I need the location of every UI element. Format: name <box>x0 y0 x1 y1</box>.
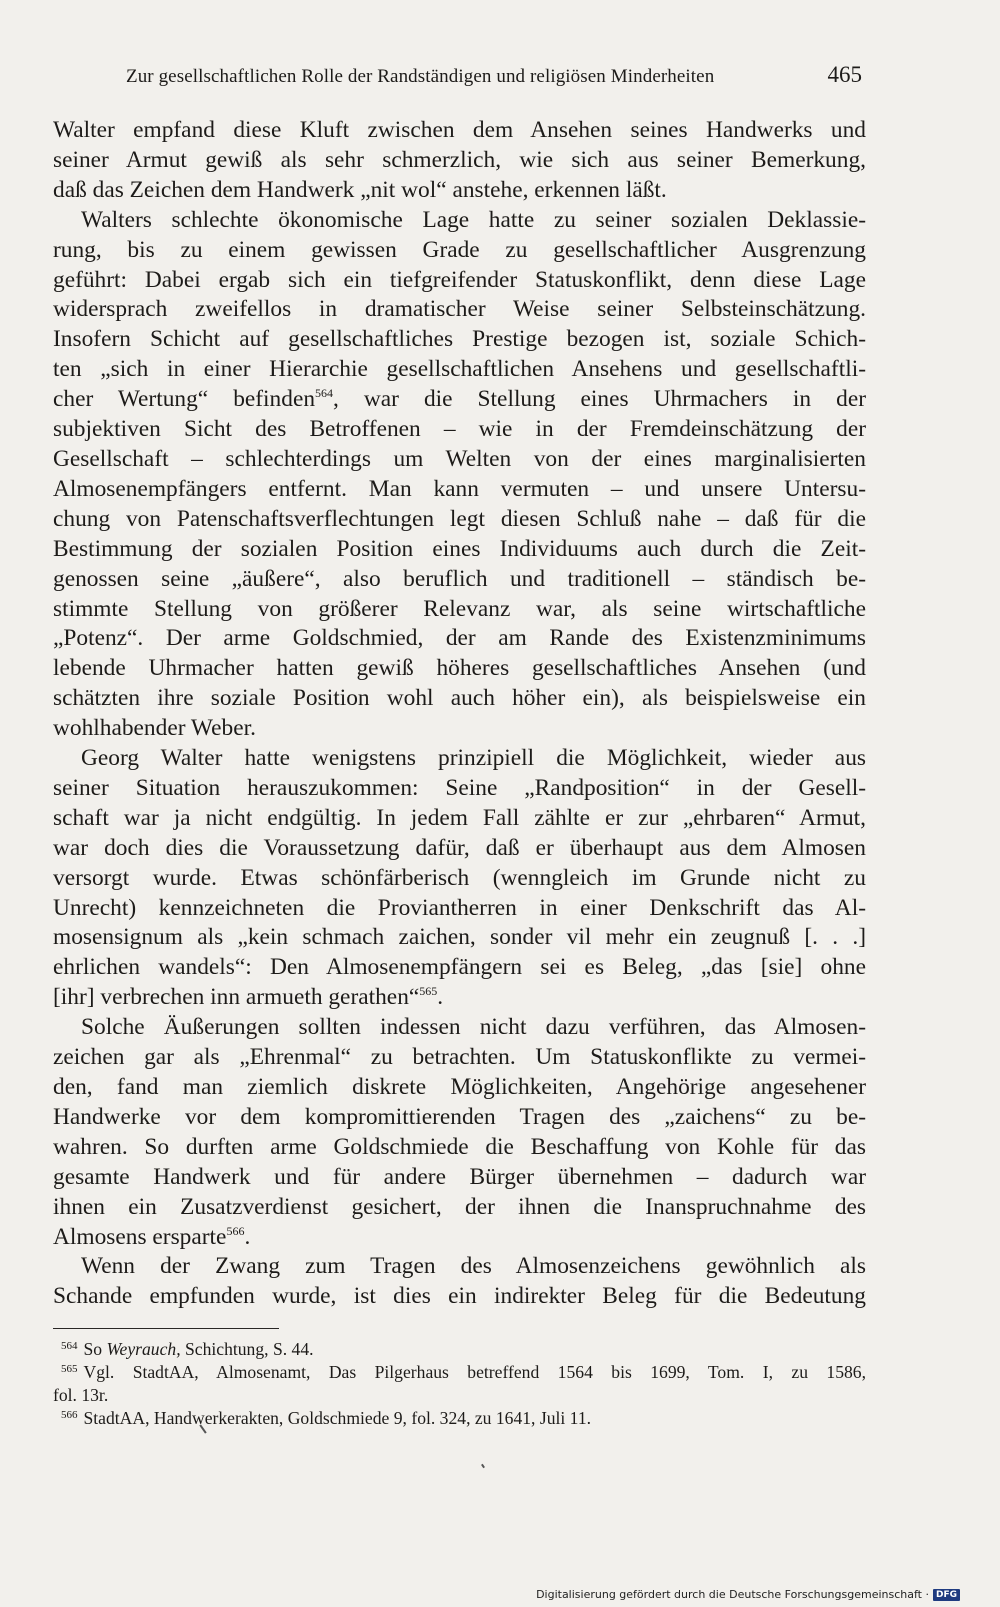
footnote-565-continued: fol. 13r. <box>53 1385 109 1405</box>
text-line: seiner Armut gewiß als sehr schmerzlich, wie sich aus seiner Bemerkung, <box>53 146 866 173</box>
paragraph-3 <box>53 744 866 1013</box>
text-line <box>53 983 866 1013</box>
footer-credit <box>536 1588 960 1601</box>
text-segment: [ihr] verbrechen inn armueth gerathen“ <box>53 984 420 1011</box>
text-line: chung von Patenschaftsverflechtungen legt diesen Schluß nahe – daß für die <box>53 505 866 532</box>
footnote-ref-564[interactable]: 564 <box>315 386 334 401</box>
text-line: Wenn der Zwang zum Tragen des Almosenzeichens gewöhnlich als <box>81 1253 866 1280</box>
text-line: lebende Uhrmacher hatten gewiß höheres gesellschaftliches Ansehen (und <box>53 655 866 682</box>
footnote-text: Schichtung, S. 44. <box>180 1339 314 1359</box>
text-line: Solche Äußerungen sollten indessen nicht dazu verführen, das Almosen- <box>81 1014 866 1041</box>
text-segment: . <box>437 984 444 1011</box>
text-line: Almosenempfängers entfernt. Man kann vermuten – und unsere Untersu- <box>53 475 866 502</box>
footnote-ref-565[interactable]: 565 <box>419 984 438 999</box>
text-segment: , war die Stellung eines Uhrmachers in der <box>333 386 866 413</box>
footnote-text: Vgl. StadtAA, Almosenamt, Das Pilgerhaus betreffend 1564 bis 1699, Tom. I, zu 1586, <box>83 1362 866 1382</box>
text-segment: . <box>244 1223 251 1250</box>
dfg-logo: DFG <box>933 1589 960 1601</box>
text-line: Gesellschaft – schlechterdings um Welten von der eines marginalisierten <box>53 445 866 472</box>
text-line: war doch dies die Voraussetzung dafür, daß er überhaupt aus dem Almosen <box>53 834 866 861</box>
text-line: mosensignum als „kein schmach zaichen, sonder vil mehr ein zeugnuß [. . .] <box>53 924 866 951</box>
footnote-rule <box>53 1328 279 1329</box>
text-line: Walter empfand diese Kluft zwischen dem Ansehen seines Handwerks und <box>53 117 866 143</box>
text-line: ehrlichen wandels“: Den Almosenempfängern sei es Beleg, „das [sie] ohne <box>53 954 866 981</box>
footnote-number: 564 <box>61 1340 78 1352</box>
text-line: Georg Walter hatte wenigstens prinzipiell die Möglichkeit, wieder aus <box>81 745 866 772</box>
footnote-ref-566[interactable]: 566 <box>226 1223 245 1238</box>
footnote-564 <box>53 1338 866 1361</box>
text-line: Schande empfunden wurde, ist dies ein indirekter Beleg für die Bedeutung <box>53 1283 866 1310</box>
body-text <box>53 116 866 1312</box>
text-line: geführt: Dabei ergab sich ein tiefgreifender Statuskonflikt, denn diese Lage <box>53 266 866 293</box>
text-line: schaft war ja nicht endgültig. In jedem Fall zählte er zur „ehrbaren“ Armut, <box>53 804 866 831</box>
text-line: Handwerke vor dem kompromittierenden Tragen des „zaichens“ zu be- <box>53 1103 866 1130</box>
text-line: gesamte Handwerk und für andere Bürger übernehmen – dadurch war <box>53 1163 866 1190</box>
page-number: 465 <box>827 62 862 87</box>
text-line: seiner Situation herauszukommen: Seine „Randposition“ in der Gesell- <box>53 774 866 801</box>
footnote-text: StadtAA, Handwerkerakten, Goldschmiede 9, fol. 324, zu 1641, Juli 11. <box>83 1408 592 1428</box>
paragraph-2 <box>53 206 866 744</box>
text-line: Unrecht) kennzeichneten die Proviantherren in einer Denkschrift das Al- <box>53 894 866 921</box>
footnote-number: 565 <box>61 1363 78 1375</box>
text-line: ten „sich in einer Hierarchie gesellschaftlichen Ansehens und gesellschaftli- <box>53 356 866 383</box>
text-line: stimmte Stellung von größerer Relevanz war, als seine wirtschaftliche <box>53 595 866 622</box>
scan-speck <box>481 1464 485 1468</box>
footnote-566 <box>53 1407 866 1430</box>
text-line: wohlhabender Weber. <box>53 715 256 742</box>
text-segment: Almosens ersparte <box>53 1223 227 1250</box>
text-line: „Potenz“. Der arme Goldschmied, der am Rande des Existenzminimums <box>53 625 866 652</box>
footnote-text: So <box>83 1339 107 1359</box>
footnotes <box>53 1338 866 1430</box>
footnote-number: 566 <box>61 1409 78 1421</box>
footnote-author: Weyrauch, <box>106 1339 181 1359</box>
text-line: Walters schlechte ökonomische Lage hatte zu seiner sozialen Deklassie- <box>81 206 866 233</box>
text-line: versorgt wurde. Etwas schönfärberisch (wenngleich im Grunde nicht zu <box>53 864 866 891</box>
text-line: subjektiven Sicht des Betroffenen – wie in der Fremdeinschätzung der <box>53 416 866 443</box>
text-line: Insofern Schicht auf gesellschaftliches Prestige bezogen ist, soziale Schich- <box>53 326 866 353</box>
text-segment: cher Wertung“ befinden <box>53 386 316 413</box>
paragraph-4 <box>53 1013 866 1252</box>
text-line: den, fand man ziemlich diskrete Möglichkeiten, Angehörige angesehener <box>53 1074 866 1100</box>
text-line: wahren. So durften arme Goldschmiede die Beschaffung von Kohle für das <box>53 1133 866 1160</box>
text-line: zeichen gar als „Ehrenmal“ zu betrachten. Um Statuskonflikte zu vermei- <box>53 1044 866 1071</box>
paragraph-1 <box>53 116 866 206</box>
running-title: Zur gesellschaftlichen Rolle der Randständigen und religiösen Minderheiten <box>126 66 715 87</box>
text-line: Bestimmung der sozialen Position eines Individuums auch durch die Zeit- <box>53 535 866 562</box>
text-line: genossen seine „äußere“, also beruflich und traditionell – ständisch be- <box>53 565 866 592</box>
credit-text: Digitalisierung gefördert durch die Deutsche Forschungsgemeinschaft · <box>536 1588 929 1601</box>
footnote-565 <box>53 1361 866 1384</box>
text-line: schätzten ihre soziale Position wohl auch höher ein), als beispielsweise ein <box>53 685 866 712</box>
text-line <box>53 1223 866 1253</box>
text-line: ihnen ein Zusatzverdienst gesichert, der ihnen die Inanspruchnahme des <box>53 1193 866 1220</box>
text-line: widersprach zweifellos in dramatischer Weise seiner Selbsteinschätzung. <box>53 296 866 323</box>
page-header <box>126 62 862 96</box>
text-line: daß das Zeichen dem Handwerk „nit wol“ anstehe, erkennen läßt. <box>53 176 667 203</box>
text-line <box>53 385 866 415</box>
text-line: rung, bis zu einem gewissen Grade zu gesellschaftlicher Ausgrenzung <box>53 236 866 263</box>
paragraph-5 <box>53 1252 866 1312</box>
